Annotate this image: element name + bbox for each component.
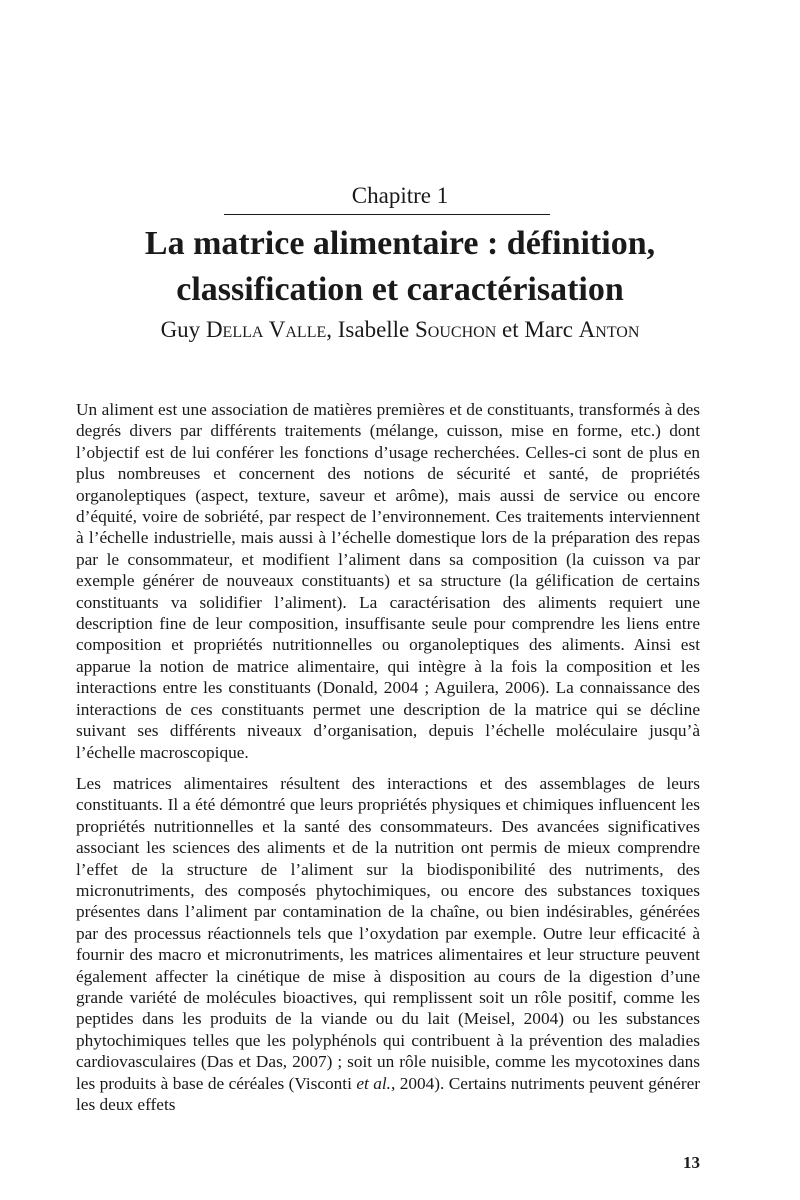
author-2-first: Isabelle: [337, 317, 416, 342]
paragraph-2: [76, 773, 700, 1116]
page-number: 13: [683, 1153, 700, 1172]
author-3-first: Marc: [524, 317, 579, 342]
paragraph-2-end: , 2004). Certains nutriments peuvent générer les deux effets: [76, 1073, 700, 1114]
authors: [0, 316, 800, 344]
chapter-rule: [224, 214, 550, 215]
author-3-last: Anton: [578, 317, 640, 342]
paragraph-2-start: Les matrices alimentaires résultent des interactions et des assemblages de leurs constituants. Il a été démontré que leurs propriétés physiques et chimiques influencent les propriétés nutritionnelles et la santé des consommateurs. Des avancées significatives associant les sciences des aliments et de la nutrition ont permis de mieux comprendre l’effet de la structure de l’aliment sur la biodisponibilité des nutriments, des micronutriments, des composés phytochimiques, ou encore des substances toxiques présentes dans l’aliment par contamination de la chaîne, ou bien indésirables, générées par des processus réactionnels tels que l’oxydation par exemple. Outre leur efficacité à fournir des macro et micronutriments, les matrices alimentaires et leur structure peuvent également affecter la cinétique de mise à disposition au cours de la digestion d’une grande variété de molécules bioactives, qui remplissent soit un rôle positif, comme les peptides dans les produits de la viande ou du lait (Meisel, 2004) ou les substances phytochimiques telles que les polyphénols qui contribuent à la prévention des maladies cardiovasculaires (Das et Das, 2007) ; soit un rôle nuisible, comme les mycotoxines dans les produits à base de céréales (Visconti: [76, 773, 700, 1093]
author-separator-2: et: [496, 317, 525, 342]
chapter-title-line-1: La matrice alimentaire : définition,: [144, 225, 656, 262]
author-2-last: Souchon: [415, 317, 497, 342]
author-separator-1: ,: [326, 317, 338, 342]
author-1-first: Guy: [160, 317, 206, 342]
paragraph-1: Un aliment est une association de matières premières et de constituants, transformés à des degrés divers par différents traitements (mélange, cuisson, mise en forme, etc.) dont l’objectif est de lui conférer les fonctions d’usage recherchées. Celles-ci sont de plus en plus nombreuses et concernent des notions de sécurité et santé, de propriétés organoleptiques (aspect, texture, saveur et arôme), mais aussi de service ou encore d’équité, voire de sobriété, par respect de l’environnement. Ces traitements interviennent à l’échelle industrielle, mais aussi à l’échelle domestique lors de la préparation des repas par le consommateur, et modifient l’aliment dans sa composition (la cuisson va par exemple générer de nouveaux constituants) et sa structure (la gélification de certains constituants va solidifier l’aliment). La caractérisation des aliments requiert une description fine de leur composition, insuffisante seule pour comprendre les liens entre composition et propriétés nutritionnelles ou organoleptiques des aliments. Ainsi est apparue la notion de matrice alimentaire, qui intègre à la fois la composition et les interactions entre les constituants (Donald, 2004 ; Aguilera, 2006). La connaissance des interactions de ces constituants permet une description de la matrice qui se décline suivant ses différents niveaux d’organisation, depuis l’échelle moléculaire jusqu’à l’échelle macroscopique.: [76, 400, 700, 762]
author-1-last: Della Valle: [205, 317, 327, 342]
chapter-title: [0, 221, 800, 313]
chapter-label: Chapitre 1: [351, 183, 449, 208]
body-text: [76, 399, 700, 1125]
chapter-title-line-2: classification et caractérisation: [176, 271, 624, 308]
paragraph-2-italic: et al.: [356, 1073, 391, 1093]
